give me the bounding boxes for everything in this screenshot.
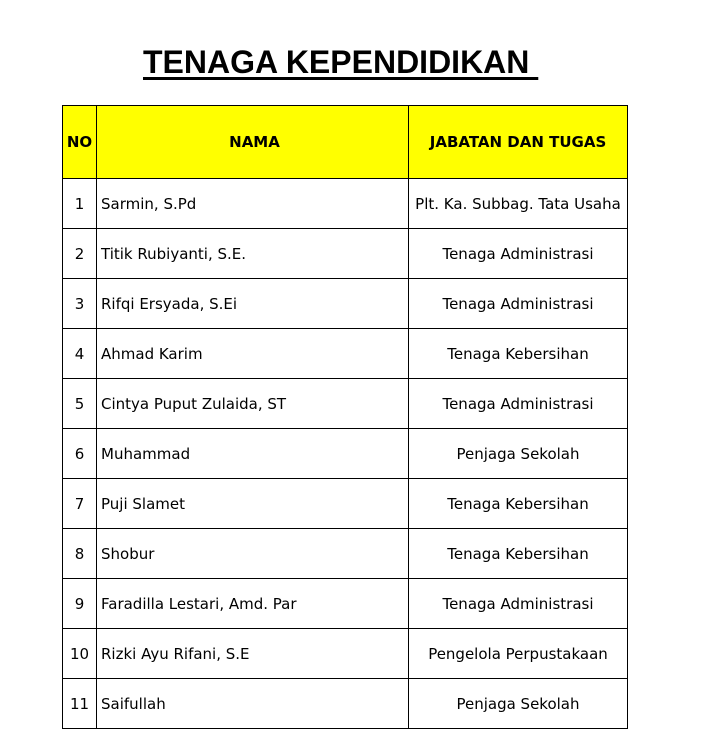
- cell-jabatan: Tenaga Kebersihan: [409, 479, 628, 529]
- cell-jabatan: Penjaga Sekolah: [409, 679, 628, 729]
- cell-nama: Saifullah: [97, 679, 409, 729]
- page-title: TENAGA KEPENDIDIKAN: [143, 44, 539, 80]
- cell-jabatan: Tenaga Administrasi: [409, 279, 628, 329]
- table-row: [63, 329, 628, 379]
- table-row: [63, 379, 628, 429]
- table-row: [63, 529, 628, 579]
- table-row: [63, 629, 628, 679]
- table-row: [63, 479, 628, 529]
- table-row: [63, 429, 628, 479]
- cell-jabatan: Pengelola Perpustakaan: [409, 629, 628, 679]
- cell-nama: Rizki Ayu Rifani, S.E: [97, 629, 409, 679]
- cell-no: 4: [63, 329, 97, 379]
- cell-no: 11: [63, 679, 97, 729]
- cell-nama: Shobur: [97, 529, 409, 579]
- cell-no: 2: [63, 229, 97, 279]
- cell-jabatan: Tenaga Kebersihan: [409, 329, 628, 379]
- cell-nama: Sarmin, S.Pd: [97, 179, 409, 229]
- cell-jabatan: Plt. Ka. Subbag. Tata Usaha: [409, 179, 628, 229]
- cell-no: 8: [63, 529, 97, 579]
- table-row: [63, 279, 628, 329]
- cell-nama: Puji Slamet: [97, 479, 409, 529]
- cell-jabatan: Tenaga Administrasi: [409, 579, 628, 629]
- cell-nama: Muhammad: [97, 429, 409, 479]
- header-nama: NAMA: [97, 106, 409, 179]
- cell-nama: Faradilla Lestari, Amd. Par: [97, 579, 409, 629]
- table-row: [63, 229, 628, 279]
- cell-no: 3: [63, 279, 97, 329]
- cell-no: 5: [63, 379, 97, 429]
- staff-table: [62, 105, 628, 729]
- header-no: NO: [63, 106, 97, 179]
- cell-jabatan: Tenaga Kebersihan: [409, 529, 628, 579]
- cell-no: 1: [63, 179, 97, 229]
- table-row: [63, 179, 628, 229]
- cell-jabatan: Penjaga Sekolah: [409, 429, 628, 479]
- cell-no: 9: [63, 579, 97, 629]
- cell-nama: Rifqi Ersyada, S.Ei: [97, 279, 409, 329]
- table-row: [63, 679, 628, 729]
- cell-nama: Ahmad Karim: [97, 329, 409, 379]
- cell-jabatan: Tenaga Administrasi: [409, 379, 628, 429]
- cell-jabatan: Tenaga Administrasi: [409, 229, 628, 279]
- cell-no: 10: [63, 629, 97, 679]
- cell-no: 7: [63, 479, 97, 529]
- cell-no: 6: [63, 429, 97, 479]
- table-header-row: [63, 106, 628, 179]
- table-row: [63, 579, 628, 629]
- cell-nama: Cintya Puput Zulaida, ST: [97, 379, 409, 429]
- cell-nama: Titik Rubiyanti, S.E.: [97, 229, 409, 279]
- header-jabatan: JABATAN DAN TUGAS: [409, 106, 628, 179]
